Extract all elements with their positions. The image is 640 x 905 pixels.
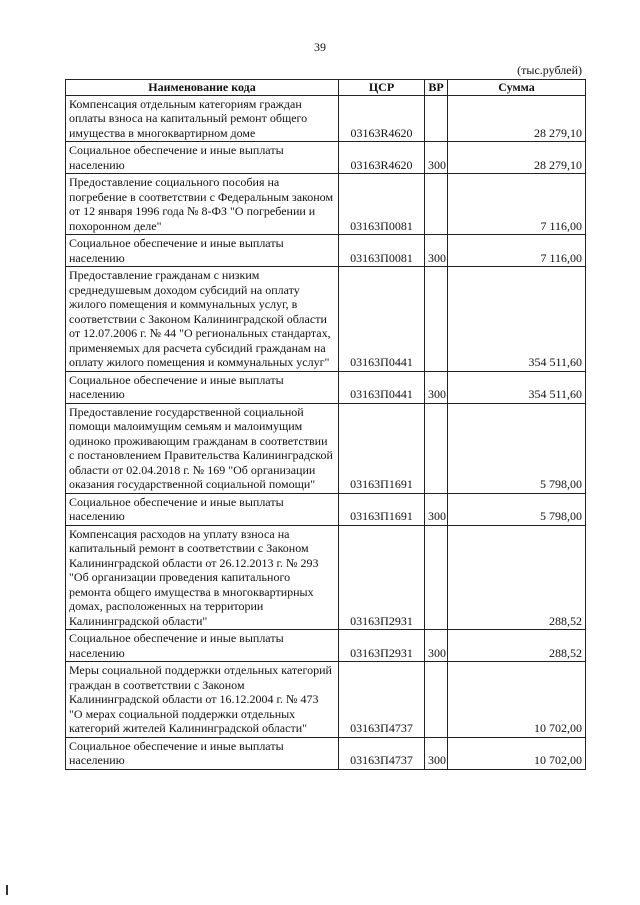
scan-margin-mark [6, 885, 8, 895]
table-row [66, 630, 586, 662]
cell-sum: 7 116,00 [448, 174, 586, 235]
cell-csr: 03163П0081 [339, 235, 425, 267]
cell-vr: 300 [425, 142, 448, 174]
table-row [66, 662, 586, 738]
cell-vr [425, 174, 448, 235]
table-row [66, 95, 586, 142]
cell-name: Компенсация расходов на уплату взноса на капитальный ремонт в соответствии с Законом Калининградской области от 26.12.2013 г. № 293 "Об организации проведения капитального ремонта общего имущества в многоквартирных домах, расположенных на территории Калининградской области" [66, 525, 339, 630]
cell-csr: 03163П4737 [339, 662, 425, 738]
cell-vr: 300 [425, 371, 448, 403]
cell-vr: 300 [425, 493, 448, 525]
cell-name: Социальное обеспечение и иные выплаты населению [66, 371, 339, 403]
cell-sum: 28 279,10 [448, 142, 586, 174]
cell-name: Предоставление государственной социальной помощи малоимущим семьям и малоимущим одиноко проживающим гражданам в соответствии с постановлением Правительства Калининградской области от 02.04.2018 г. № 169 "Об организации оказания государственной социальной помощи" [66, 403, 339, 493]
table-row [66, 235, 586, 267]
cell-vr: 300 [425, 235, 448, 267]
table-row [66, 493, 586, 525]
cell-name: Меры социальной поддержки отдельных категорий граждан в соответствии с Законом Калининградской области от 16.12.2004 г. № 473 "О мерах социальной поддержки отдельных категорий жителей Калининградской области" [66, 662, 339, 738]
cell-vr [425, 95, 448, 142]
cell-csr: 03163П1691 [339, 493, 425, 525]
cell-name: Предоставление гражданам с низким среднедушевым доходом субсидий на оплату жилого помещения и коммунальных услуг, в соответствии с Законом Калининградской области от 12.07.2006 г. № 44 "О региональных стандартах, применяемых для расчета субсидий гражданам на оплату жилого помещения и коммунальных услуг" [66, 267, 339, 372]
cell-sum: 354 511,60 [448, 371, 586, 403]
header-csr: ЦСР [339, 80, 425, 96]
budget-table [65, 79, 586, 770]
header-name: Наименование кода [66, 80, 339, 96]
cell-sum: 354 511,60 [448, 267, 586, 372]
cell-csr: 03163П2931 [339, 525, 425, 630]
cell-csr: 03163П0441 [339, 371, 425, 403]
cell-vr [425, 267, 448, 372]
cell-csr: 03163R4620 [339, 95, 425, 142]
table-row [66, 737, 586, 769]
table-row [66, 142, 586, 174]
cell-vr [425, 403, 448, 493]
cell-sum: 10 702,00 [448, 737, 586, 769]
cell-name: Социальное обеспечение и иные выплаты населению [66, 235, 339, 267]
cell-sum: 288,52 [448, 525, 586, 630]
cell-vr [425, 662, 448, 738]
cell-csr: 03163П4737 [339, 737, 425, 769]
table-row [66, 267, 586, 372]
header-vr: ВР [425, 80, 448, 96]
cell-name: Компенсация отдельным категориям граждан оплаты взноса на капитальный ремонт общего имущества в многоквартирном доме [66, 95, 339, 142]
cell-csr: 03163П2931 [339, 630, 425, 662]
cell-csr: 03163П0441 [339, 267, 425, 372]
cell-name: Предоставление социального пособия на погребение в соответствии с Федеральным законом от 12 января 1996 года № 8-ФЗ "О погребении и похоронном деле" [66, 174, 339, 235]
page-number: 39 [314, 40, 326, 54]
cell-sum: 5 798,00 [448, 403, 586, 493]
cell-csr: 03163R4620 [339, 142, 425, 174]
header-sum: Сумма [448, 80, 586, 96]
cell-sum: 28 279,10 [448, 95, 586, 142]
cell-name: Социальное обеспечение и иные выплаты населению [66, 493, 339, 525]
cell-vr: 300 [425, 737, 448, 769]
cell-name: Социальное обеспечение и иные выплаты населению [66, 737, 339, 769]
units-label: (тыс.рублей) [517, 63, 582, 77]
cell-name: Социальное обеспечение и иные выплаты населению [66, 630, 339, 662]
table-row [66, 403, 586, 493]
cell-sum: 5 798,00 [448, 493, 586, 525]
cell-sum: 10 702,00 [448, 662, 586, 738]
table-row [66, 525, 586, 630]
table-row [66, 371, 586, 403]
table-header-row [66, 80, 586, 96]
cell-vr: 300 [425, 630, 448, 662]
cell-csr: 03163П0081 [339, 174, 425, 235]
table-row [66, 174, 586, 235]
cell-sum: 288,52 [448, 630, 586, 662]
cell-vr [425, 525, 448, 630]
cell-name: Социальное обеспечение и иные выплаты населению [66, 142, 339, 174]
cell-sum: 7 116,00 [448, 235, 586, 267]
cell-csr: 03163П1691 [339, 403, 425, 493]
